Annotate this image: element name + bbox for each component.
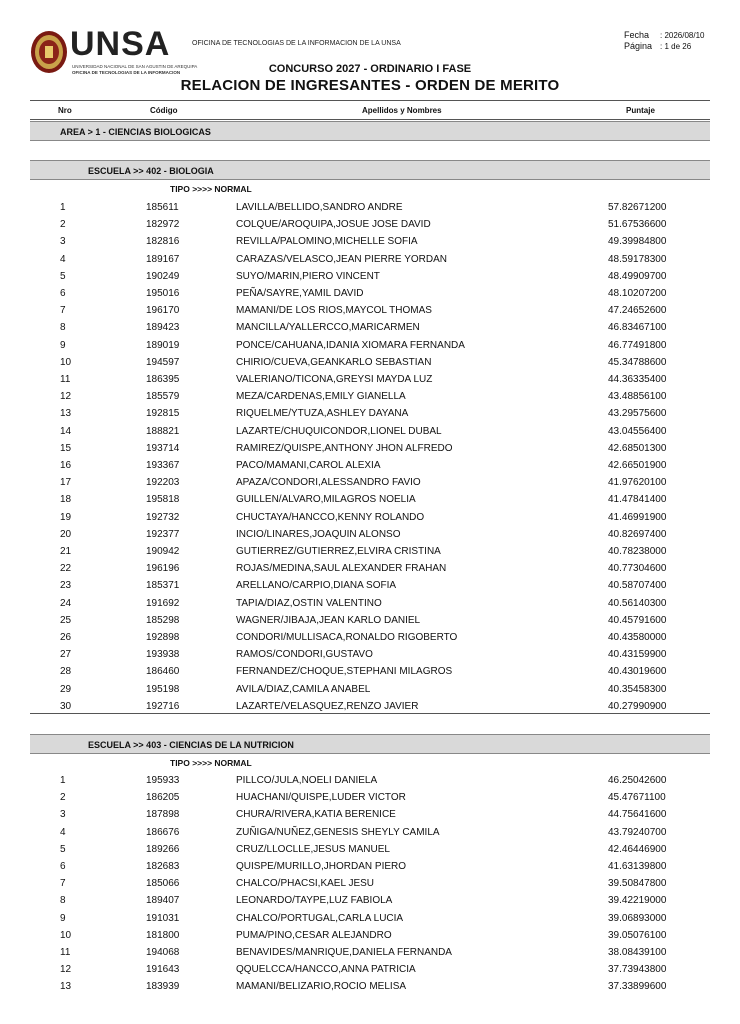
row-number: 7 — [60, 305, 66, 317]
student-code: 190249 — [146, 270, 180, 282]
table-row — [0, 288, 740, 305]
student-code: 194068 — [146, 947, 180, 958]
row-number: 4 — [60, 826, 66, 838]
student-code: 195933 — [146, 775, 180, 786]
row-number: 6 — [60, 288, 66, 299]
student-code: 193714 — [146, 442, 180, 454]
student-name: CHURA/RIVERA,KATIA BERENICE — [236, 809, 396, 821]
student-score: 40.82697400 — [608, 528, 667, 540]
student-name: CRUZ/LLOCLLE,JESUS MANUEL — [236, 843, 390, 855]
student-code: 195016 — [146, 288, 180, 299]
row-number: 14 — [60, 425, 72, 437]
table-row — [0, 930, 740, 947]
student-score: 42.46446900 — [608, 843, 667, 855]
student-score: 57.82671200 — [608, 202, 667, 213]
student-name: MANCILLA/YALLERCCO,MARICARMEN — [236, 322, 420, 334]
student-code: 187898 — [146, 809, 180, 821]
student-score: 43.04556400 — [608, 425, 667, 437]
table-row — [0, 684, 740, 701]
table-row — [0, 861, 740, 878]
student-score: 41.97620100 — [608, 477, 667, 489]
row-number: 3 — [60, 236, 66, 248]
student-score: 46.77491800 — [608, 339, 667, 351]
student-code: 191692 — [146, 597, 180, 609]
escuela-title: ESCUELA >> 403 - CIENCIAS DE LA NUTRICION — [88, 740, 294, 750]
table-row — [0, 947, 740, 964]
student-score: 43.29575600 — [608, 408, 667, 420]
table-row — [0, 546, 740, 563]
row-number: 19 — [60, 511, 72, 523]
student-score: 43.48856100 — [608, 391, 667, 403]
row-number: 9 — [60, 339, 66, 351]
row-number: 24 — [60, 597, 72, 609]
student-name: GUTIERREZ/GUTIERREZ,ELVIRA CRISTINA — [236, 546, 441, 557]
table-row — [0, 598, 740, 615]
student-name: RAMOS/CONDORI,GUSTAVO — [236, 649, 373, 661]
table-row — [0, 477, 740, 494]
student-score: 44.36335400 — [608, 374, 667, 385]
student-name: INCIO/LINARES,JOAQUIN ALONSO — [236, 528, 401, 540]
table-row — [0, 964, 740, 981]
student-code: 192815 — [146, 408, 180, 420]
row-number: 3 — [60, 809, 66, 821]
student-name: MAMANI/DE LOS RIOS,MAYCOL THOMAS — [236, 305, 432, 317]
row-number: 28 — [60, 666, 72, 678]
row-number: 11 — [60, 947, 71, 958]
student-name: ARELLANO/CARPIO,DIANA SOFIA — [236, 580, 397, 592]
student-name: BENAVIDES/MANRIQUE,DANIELA FERNANDA — [236, 947, 452, 958]
student-name: PILLCO/JULA,NOELI DANIELA — [236, 775, 378, 786]
student-code: 189266 — [146, 843, 180, 855]
student-score: 48.10207200 — [608, 288, 667, 299]
student-name: QUISPE/MURILLO,JHORDAN PIERO — [236, 861, 407, 872]
row-number: 4 — [60, 253, 66, 265]
student-code: 186395 — [146, 374, 180, 385]
table-row — [0, 895, 740, 912]
student-name: LAZARTE/CHUQUICONDOR,LIONEL DUBAL — [236, 425, 442, 437]
table-row — [0, 494, 740, 511]
row-number: 23 — [60, 580, 72, 592]
table-row — [0, 792, 740, 809]
row-number: 30 — [60, 700, 72, 712]
table-row — [0, 701, 740, 718]
student-name: ROJAS/MEDINA,SAUL ALEXANDER FRAHAN — [236, 563, 447, 575]
column-header-nro: Nro — [58, 106, 72, 115]
student-name: LEONARDO/TAYPE,LUZ FABIOLA — [236, 895, 393, 907]
student-code: 185066 — [146, 878, 180, 890]
area-bar — [30, 121, 710, 141]
student-name: TAPIA/DIAZ,OSTIN VALENTINO — [236, 597, 382, 609]
table-row — [0, 460, 740, 477]
table-row — [0, 563, 740, 580]
table-row — [0, 374, 740, 391]
student-code: 192716 — [146, 700, 180, 712]
student-code: 185371 — [146, 580, 180, 592]
student-name: QQUELCCA/HANCCO,ANNA PATRICIA — [236, 964, 416, 976]
divider — [30, 119, 710, 120]
student-code: 186460 — [146, 666, 180, 678]
student-code: 186205 — [146, 792, 180, 804]
table-row — [0, 775, 740, 792]
row-number: 8 — [60, 322, 66, 334]
row-number: 20 — [60, 528, 72, 540]
row-number: 18 — [60, 494, 72, 506]
row-number: 2 — [60, 219, 66, 231]
student-score: 41.63139800 — [608, 861, 667, 872]
student-code: 194597 — [146, 356, 180, 368]
document-meta — [624, 30, 704, 52]
student-score: 48.49909700 — [608, 270, 667, 282]
student-code: 192732 — [146, 511, 180, 523]
table-row — [0, 254, 740, 271]
student-score: 40.43580000 — [608, 632, 667, 643]
column-header-codigo: Código — [150, 106, 178, 115]
student-name: SUYO/MARIN,PIERO VINCENT — [236, 270, 380, 282]
row-number: 8 — [60, 895, 66, 907]
student-code: 191643 — [146, 964, 180, 976]
student-code: 192203 — [146, 477, 180, 489]
column-header-puntaje: Puntaje — [626, 106, 655, 115]
student-code: 189407 — [146, 895, 180, 907]
student-score: 40.58707400 — [608, 580, 667, 592]
table-row — [0, 666, 740, 683]
student-code: 196170 — [146, 305, 180, 317]
row-number: 27 — [60, 649, 72, 661]
table-row — [0, 322, 740, 339]
student-name: MAMANI/BELIZARIO,ROCIO MELISA — [236, 981, 407, 993]
student-code: 192898 — [146, 632, 180, 643]
student-score: 40.35458300 — [608, 683, 667, 695]
student-code: 182816 — [146, 236, 180, 248]
student-name: CHALCO/PHACSI,KAEL JESU — [236, 878, 375, 890]
student-score: 37.33899600 — [608, 981, 667, 993]
table-row — [0, 305, 740, 322]
student-name: PUMA/PINO,CESAR ALEJANDRO — [236, 929, 392, 941]
office-name: OFICINA DE TECNOLOGIAS DE LA INFORMACION DE LA UNSA — [192, 40, 401, 47]
table-row — [0, 357, 740, 374]
student-name: AVILA/DIAZ,CAMILA ANABEL — [236, 683, 371, 695]
student-score: 46.25042600 — [608, 775, 667, 786]
student-code: 192377 — [146, 528, 180, 540]
row-number: 16 — [60, 460, 72, 471]
student-score: 40.27990900 — [608, 700, 667, 712]
student-score: 51.67536600 — [608, 219, 667, 231]
row-number: 11 — [60, 374, 71, 385]
student-score: 46.83467100 — [608, 322, 667, 334]
page-title: RELACION DE INGRESANTES - ORDEN DE MERITO — [180, 77, 560, 94]
student-code: 193367 — [146, 460, 180, 471]
student-name: COLQUE/AROQUIPA,JOSUE JOSE DAVID — [236, 219, 431, 231]
row-number: 12 — [60, 964, 72, 976]
student-name: LAZARTE/VELASQUEZ,RENZO JAVIER — [236, 700, 419, 712]
student-code: 182972 — [146, 219, 180, 231]
row-number: 26 — [60, 632, 72, 643]
student-code: 186676 — [146, 826, 180, 838]
table-row — [0, 408, 740, 425]
table-row — [0, 340, 740, 357]
concurso-title: CONCURSO 2027 - ORDINARIO I FASE — [268, 63, 472, 75]
student-name: CHUCTAYA/HANCCO,KENNY ROLANDO — [236, 511, 425, 523]
student-name: GUILLEN/ALVARO,MILAGROS NOELIA — [236, 494, 416, 506]
table-row — [0, 878, 740, 895]
student-code: 185298 — [146, 614, 180, 626]
table-row — [0, 615, 740, 632]
row-number: 22 — [60, 563, 72, 575]
escuela-title: ESCUELA >> 402 - BIOLOGIA — [88, 166, 214, 176]
table-row — [0, 271, 740, 288]
table-row — [0, 219, 740, 236]
student-code: 193938 — [146, 649, 180, 661]
table-row — [0, 529, 740, 546]
student-code: 185611 — [146, 202, 179, 213]
student-code: 190942 — [146, 546, 180, 557]
table-row — [0, 443, 740, 460]
student-code: 188821 — [146, 425, 180, 437]
student-score: 39.06893000 — [608, 912, 667, 924]
pagina-label: Página — [624, 41, 653, 51]
table-row — [0, 809, 740, 826]
table-row — [0, 391, 740, 408]
area-title: AREA > 1 - CIENCIAS BIOLOGICAS — [60, 127, 211, 137]
row-number: 9 — [60, 912, 66, 924]
student-name: PONCE/CAHUANA,IDANIA XIOMARA FERNANDA — [236, 339, 465, 351]
table-row — [0, 632, 740, 649]
student-score: 44.75641600 — [608, 809, 667, 821]
student-score: 48.59178300 — [608, 253, 667, 265]
table-row — [0, 512, 740, 529]
student-code: 191031 — [146, 912, 180, 924]
row-number: 12 — [60, 391, 72, 403]
student-score: 39.50847800 — [608, 878, 667, 890]
escuela-bar — [30, 734, 710, 754]
student-name: LAVILLA/BELLIDO,SANDRO ANDRE — [236, 202, 403, 213]
student-score: 43.79240700 — [608, 826, 667, 838]
logo-subtitle-2: OFICINA DE TECNOLOGIAS DE LA INFORMACION — [72, 70, 181, 75]
student-name: HUACHANI/QUISPE,LUDER VICTOR — [236, 792, 406, 804]
logo-text: UNSA — [70, 25, 171, 63]
student-score: 39.05076100 — [608, 929, 667, 941]
column-header-nombres: Apellidos y Nombres — [362, 106, 442, 115]
student-score: 41.47841400 — [608, 494, 667, 506]
student-score: 45.34788600 — [608, 356, 667, 368]
pagina-value: : 1 de 26 — [660, 42, 692, 51]
student-name: REVILLA/PALOMINO,MICHELLE SOFIA — [236, 236, 418, 248]
row-number: 2 — [60, 792, 66, 804]
student-score: 49.39984800 — [608, 236, 667, 248]
row-number: 10 — [60, 356, 72, 368]
fecha-label: Fecha — [624, 30, 650, 40]
student-score: 41.46991900 — [608, 511, 667, 523]
row-number: 29 — [60, 683, 72, 695]
table-row — [0, 236, 740, 253]
student-code: 189423 — [146, 322, 180, 334]
row-number: 5 — [60, 843, 66, 855]
row-number: 6 — [60, 861, 66, 872]
student-code: 189019 — [146, 339, 180, 351]
table-row — [0, 202, 740, 219]
student-name: CONDORI/MULLISACA,RONALDO RIGOBERTO — [236, 632, 458, 643]
student-name: PEÑA/SAYRE,YAMIL DAVID — [236, 288, 364, 299]
tipo-label: TIPO >>>> NORMAL — [170, 758, 252, 768]
row-number: 7 — [60, 878, 66, 890]
tipo-label: TIPO >>>> NORMAL — [170, 184, 252, 194]
student-score: 37.73943800 — [608, 964, 667, 976]
student-code: 183939 — [146, 981, 180, 993]
table-row — [0, 844, 740, 861]
student-name: CHIRIO/CUEVA,GEANKARLO SEBASTIAN — [236, 356, 432, 368]
table-row — [0, 981, 740, 998]
divider — [30, 713, 710, 714]
student-name: VALERIANO/TICONA,GREYSI MAYDA LUZ — [236, 374, 433, 385]
student-score: 45.47671100 — [608, 792, 666, 804]
row-number: 13 — [60, 408, 72, 420]
student-code: 181800 — [146, 929, 180, 941]
row-number: 17 — [60, 477, 72, 489]
table-row — [0, 580, 740, 597]
student-code: 185579 — [146, 391, 180, 403]
student-score: 42.66501900 — [608, 460, 667, 471]
student-code: 196196 — [146, 563, 180, 575]
student-score: 39.42219000 — [608, 895, 667, 907]
student-name: WAGNER/JIBAJA,JEAN KARLO DANIEL — [236, 614, 421, 626]
table-row — [0, 426, 740, 443]
student-name: RIQUELME/YTUZA,ASHLEY DAYANA — [236, 408, 409, 420]
student-score: 40.78238000 — [608, 546, 667, 557]
table-row — [0, 649, 740, 666]
student-name: MEZA/CARDENAS,EMILY GIANELLA — [236, 391, 406, 403]
student-name: ZUÑIGA/NUÑEZ,GENESIS SHEYLY CAMILA — [236, 826, 440, 838]
student-score: 47.24652600 — [608, 305, 667, 317]
student-score: 42.68501300 — [608, 442, 667, 454]
student-score: 40.56140300 — [608, 597, 667, 609]
student-name: FERNANDEZ/CHOQUE,STEPHANI MILAGROS — [236, 666, 453, 678]
row-number: 25 — [60, 614, 72, 626]
logo-subtitle: UNIVERSIDAD NACIONAL DE SAN AGUSTIN DE AREQUIPA — [72, 64, 198, 69]
student-code: 195818 — [146, 494, 180, 506]
escuela-bar — [30, 160, 710, 180]
row-number: 1 — [60, 202, 66, 213]
row-number: 5 — [60, 270, 66, 282]
table-row — [0, 913, 740, 930]
student-name: CHALCO/PORTUGAL,CARLA LUCIA — [236, 912, 404, 924]
student-name: CARAZAS/VELASCO,JEAN PIERRE YORDAN — [236, 253, 447, 265]
fecha-value: : 2026/08/10 — [660, 31, 705, 40]
row-number: 1 — [60, 775, 66, 786]
student-score: 40.77304600 — [608, 563, 667, 575]
row-number: 10 — [60, 929, 72, 941]
student-score: 40.43159900 — [608, 649, 667, 661]
student-score: 38.08439100 — [608, 947, 667, 958]
student-score: 40.45791600 — [608, 614, 667, 626]
student-code: 182683 — [146, 861, 180, 872]
table-row — [0, 827, 740, 844]
row-number: 13 — [60, 981, 72, 993]
student-code: 189167 — [146, 253, 180, 265]
student-code: 195198 — [146, 683, 180, 695]
student-name: APAZA/CONDORI,ALESSANDRO FAVIO — [236, 477, 421, 489]
student-score: 40.43019600 — [608, 666, 667, 678]
row-number: 21 — [60, 546, 72, 557]
divider — [30, 100, 710, 101]
student-name: PACO/MAMANI,CAROL ALEXIA — [236, 460, 381, 471]
student-name: RAMIREZ/QUISPE,ANTHONY JHON ALFREDO — [236, 442, 453, 454]
row-number: 15 — [60, 442, 72, 454]
